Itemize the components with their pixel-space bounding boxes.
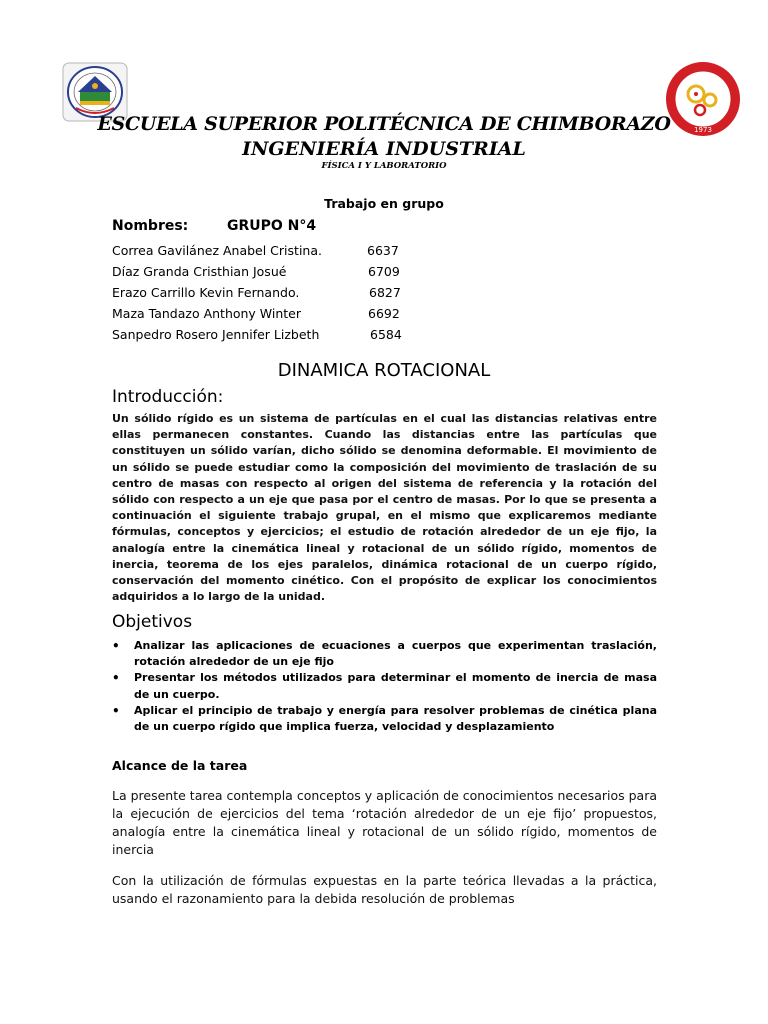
member-list [112,240,532,345]
member-code: 6709 [368,264,400,279]
member-row [112,240,532,261]
objectives-list [112,638,657,735]
names-header [112,218,512,234]
introduction-paragraph: Un sólido rígido es un sistema de partículas en el cual las distancias relativas entre ellas permanecen constantes. Cuando las distancias entre las partículas que constituyen un sólido varían, dicho sólido se denomina deformable. El movimiento de un sólido se puede estudiar como la composición del movimiento de traslación de su centro de masas con respecto al origen del sistema de referencia y la rotación del sólido con respecto a un eje que pasa por el centro de masas. Por lo que se presenta a continuación el siguiente trabajo grupal, en el mismo que explicaremos mediante fórmulas, conceptos y ejercicios; el estudio de rotación alrededor de un eje fijo, la analogía entre la cinemática lineal y rotacional de un sólido rígido, momentos de inercia, teorema de los ejes paralelos, dinámica rotacional de un cuerpo rígido, conservación del momento cinético. Con el propósito de explicar los conocimientos adquiridos a lo largo de la unidad. [112,412,657,604]
member-name: Sanpedro Rosero Jennifer Lizbeth [112,327,320,342]
objectives-heading: Objetivos [112,612,193,632]
scope-paragraph-2: Con la utilización de fórmulas expuestas en la parte teórica llevadas a la práctica, usando el razonamiento para la debida resolución de problemas [112,873,657,906]
objective-item: • Presentar los métodos utilizados para determinar el momento de inercia de masa de un cuerpo. [112,670,657,702]
course-title: FÍSICA I Y LABORATORIO [321,161,447,171]
member-code: 6692 [368,306,400,321]
seal-year: 1973 [694,126,712,134]
scope-heading: Alcance de la tarea [112,758,248,773]
program-title: INGENIERÍA INDUSTRIAL [242,138,526,160]
objective-item: • Aplicar el principio de trabajo y energía para resolver problemas de cinética plana de un cuerpo rígido que implica fuerza, velocidad y desplazamiento [112,703,657,735]
document-title: DINAMICA ROTACIONAL [277,360,491,381]
member-code: 6584 [370,327,402,342]
introduction-heading: Introducción: [112,387,224,407]
scope-paragraph-1: La presente tarea contempla conceptos y aplicación de conocimientos necesarios para la ejecución de ejercicios del tema ‘rotación alrededor de un eje fijo’ propuestos, analogía entre la cinemática lineal y rotacional de un sólido rígido, momentos de inercia [112,788,657,857]
member-code: 6637 [367,243,399,258]
member-code: 6827 [369,285,401,300]
member-row [112,282,532,303]
work-type-subtitle: Trabajo en grupo [324,196,444,211]
member-name: Díaz Granda Cristhian Josué [112,264,287,279]
member-name: Maza Tandazo Anthony Winter [112,306,302,321]
member-row [112,324,532,345]
objective-item: • Analizar las aplicaciones de ecuaciones a cuerpos que experimentan traslación, rotación alrededor de un eje fijo [112,638,657,670]
group-label: GRUPO N°4 [227,218,317,234]
member-row [112,303,532,324]
member-name: Erazo Carrillo Kevin Fernando. [112,285,300,300]
institution-title: ESCUELA SUPERIOR POLITÉCNICA DE CHIMBORAZO [97,113,671,135]
names-label: Nombres: [112,218,189,234]
member-row [112,261,532,282]
member-name: Correa Gavilánez Anabel Cristina. [112,243,322,258]
